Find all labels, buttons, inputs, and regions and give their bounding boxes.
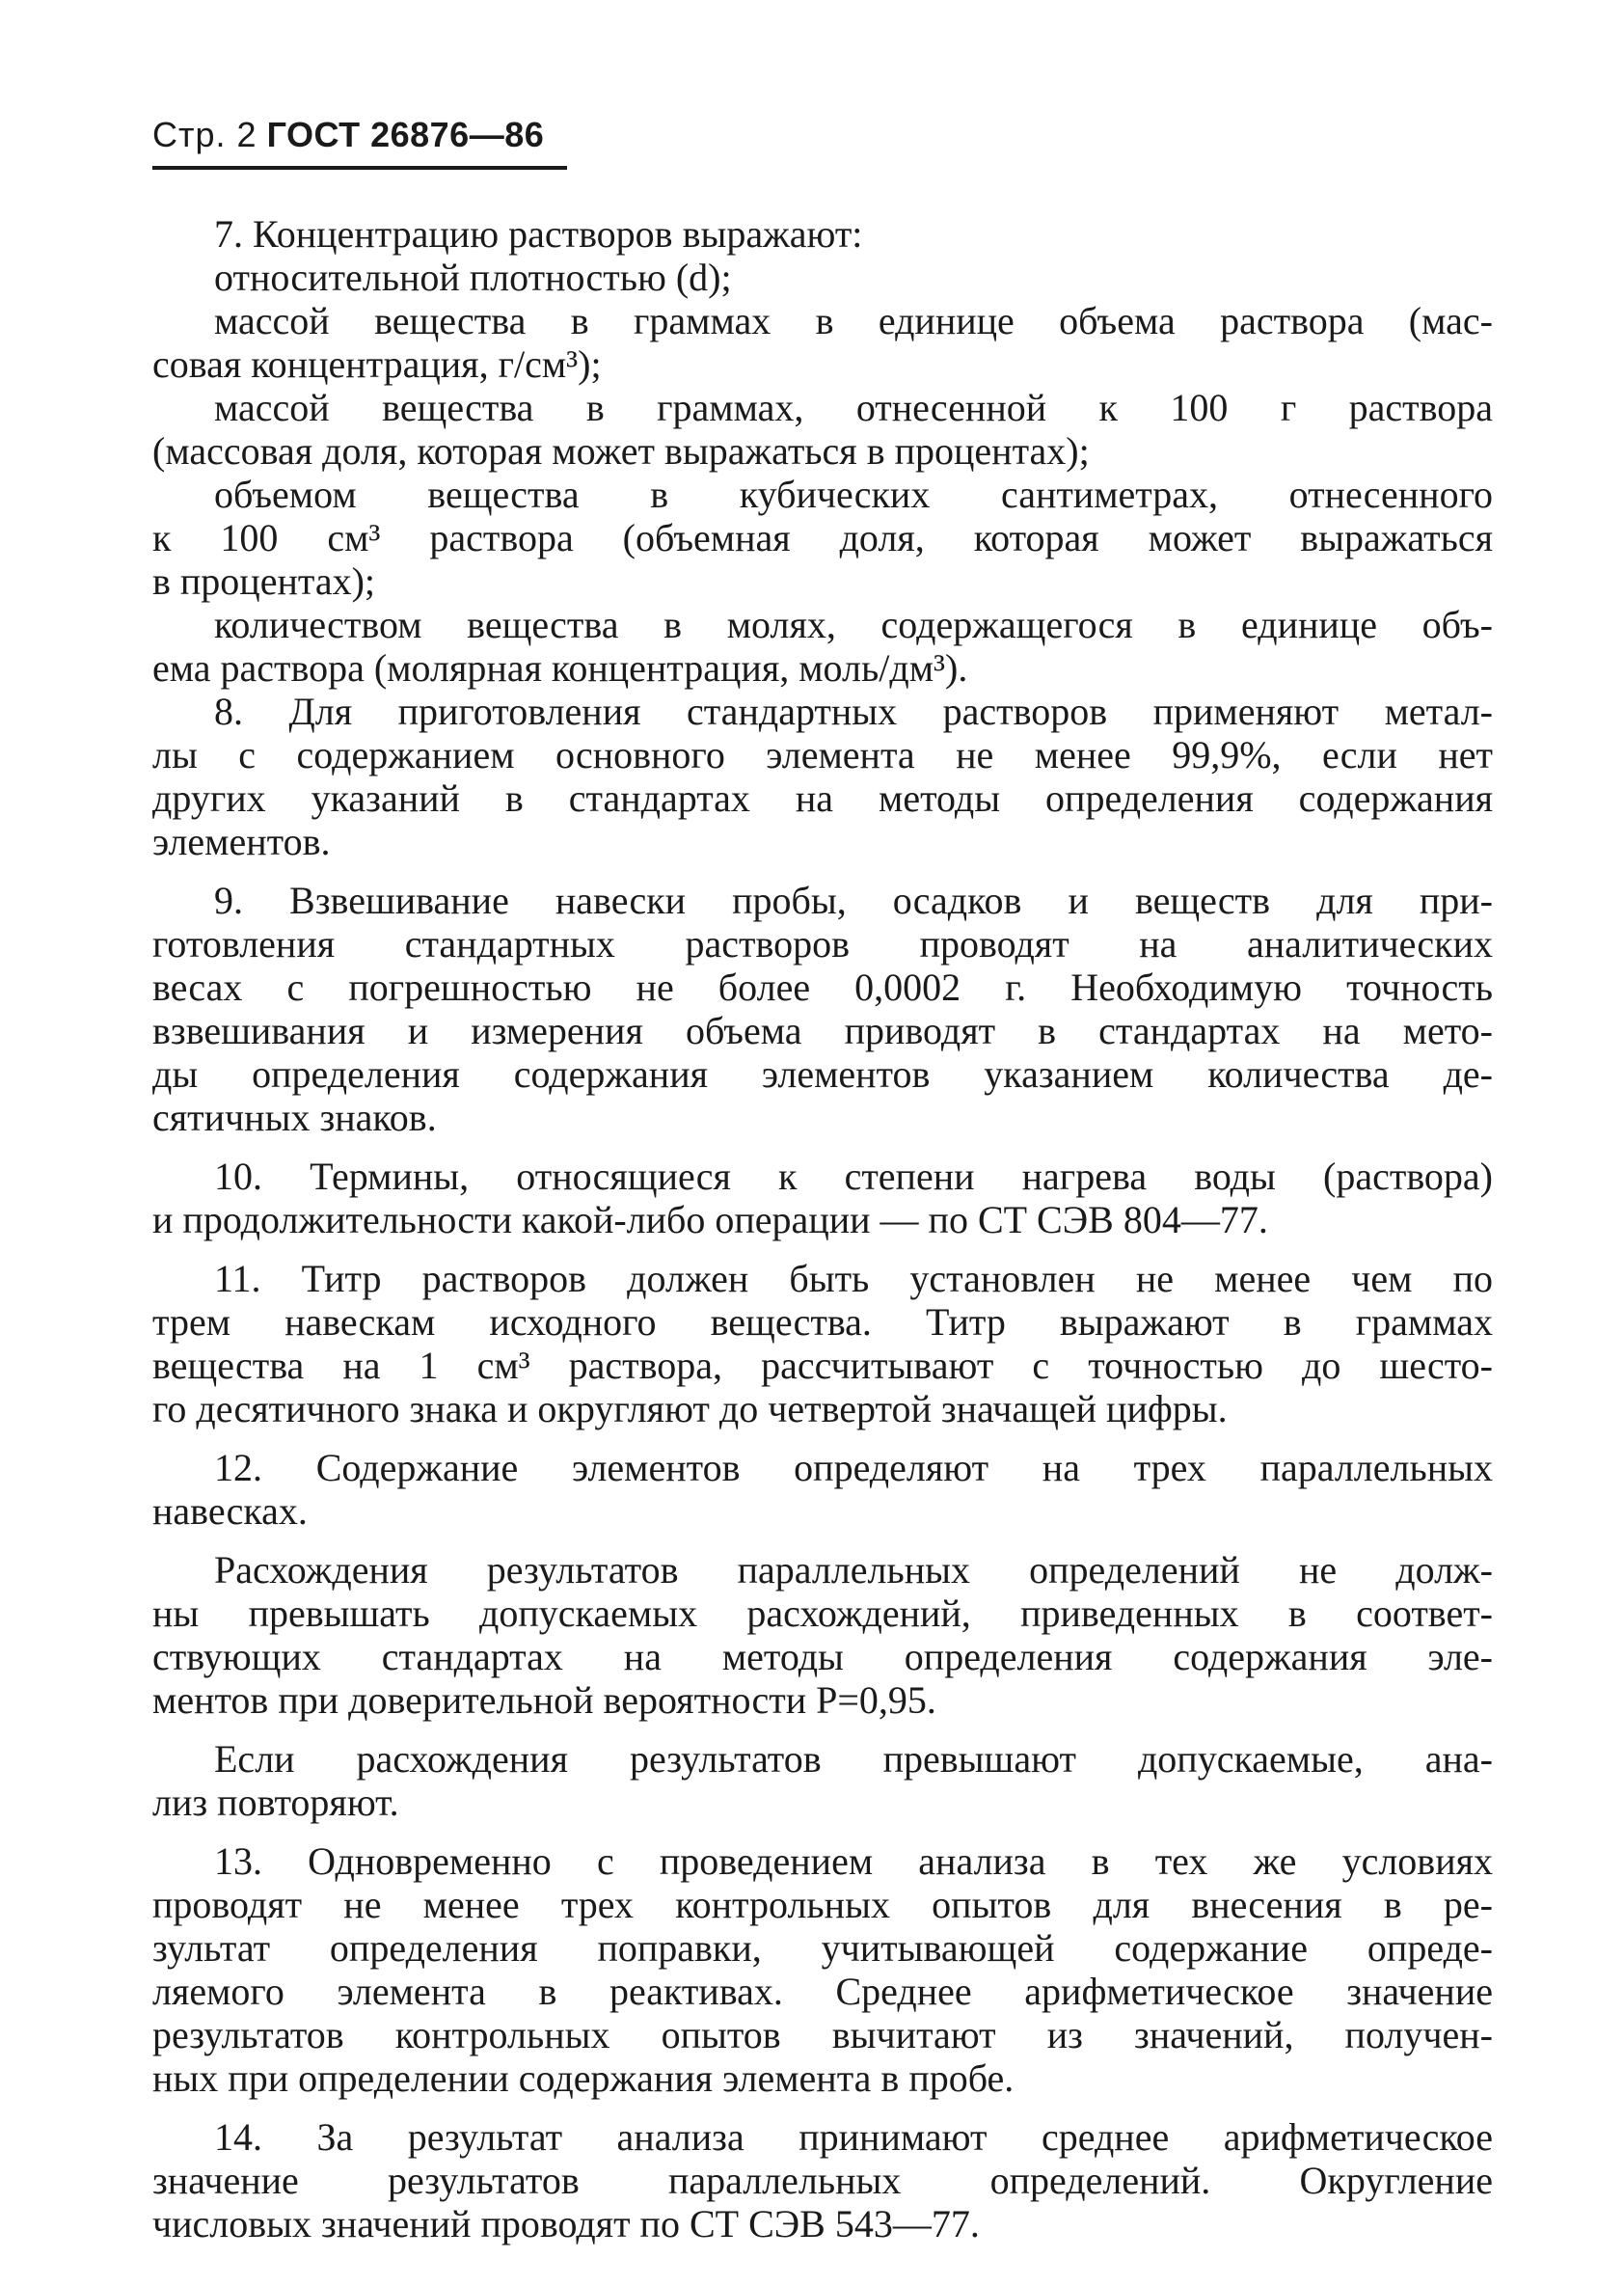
text-line: к 100 см³ раствора (объемная доля, которая может выражаться xyxy=(152,516,1493,559)
text-line: ных при определении содержания элемента в пробе. xyxy=(152,2056,1015,2100)
paragraph-7 xyxy=(152,212,1493,690)
text-line: 7. Концентрацию растворов выражают: xyxy=(214,212,863,256)
text-line: весах с погрешностью не более 0,0002 г. Необходимую точность xyxy=(152,966,1493,1009)
text-line: лы с содержанием основного элемента не менее 99,9%, если нет xyxy=(152,733,1493,776)
text-line: вещества на 1 см³ раствора, рассчитывают с точностью до шесто- xyxy=(152,1344,1493,1387)
text-line: ды определения содержания элементов указанием количества де- xyxy=(152,1052,1493,1096)
text-line: совая концентрация, г/см³); xyxy=(152,342,602,386)
text-line: 14. За результат анализа принимают среднее арифметическое xyxy=(214,2115,1493,2159)
text-line: 11. Титр растворов должен быть установлен не менее чем по xyxy=(214,1257,1493,1300)
header-rule xyxy=(152,166,567,170)
page-number-label: Стр. 2 xyxy=(152,115,257,154)
paragraph-11 xyxy=(152,1257,1493,1430)
paragraph-9 xyxy=(152,879,1493,1139)
paragraph-8 xyxy=(152,690,1493,863)
text-line: навесках. xyxy=(152,1489,308,1533)
paragraph-discrepancies xyxy=(152,1548,1493,1722)
text-line: зультат определения поправки, учитывающей содержание опреде- xyxy=(152,1926,1493,1970)
text-line: сятичных знаков. xyxy=(152,1096,437,1139)
text-line: Если расхождения результатов превышают допускаемые, ана- xyxy=(214,1737,1493,1781)
text-line: взвешивания и измерения объема приводят в стандартах на мето- xyxy=(152,1009,1493,1052)
text-line: лиз повторяют. xyxy=(152,1781,399,1824)
text-line: Расхождения результатов параллельных определений не долж- xyxy=(214,1548,1493,1592)
page-header xyxy=(152,114,567,172)
text-line: значение результатов параллельных определений. Округление xyxy=(152,2159,1493,2202)
text-line: результатов контрольных опытов вычитают из значений, получен- xyxy=(152,2013,1493,2056)
text-line: в процентах); xyxy=(152,559,376,603)
text-line: ментов при доверительной вероятности P=0,95. xyxy=(152,1678,936,1722)
text-line: готовления стандартных растворов проводят на аналитических xyxy=(152,922,1493,966)
text-line: 9. Взвешивание навески пробы, осадков и веществ для при- xyxy=(214,879,1493,922)
text-line: массой вещества в граммах, отнесенной к 100 г раствора xyxy=(214,386,1493,429)
text-line: элементов. xyxy=(152,820,331,863)
text-line: (массовая доля, которая может выражаться в процентах); xyxy=(152,429,1090,473)
text-line: количеством вещества в молях, содержащегося в единице объ- xyxy=(214,603,1493,646)
text-line: других указаний в стандартах на методы определения содержания xyxy=(152,776,1493,820)
text-line: массой вещества в граммах в единице объема раствора (мас- xyxy=(214,299,1493,342)
text-line: 8. Для приготовления стандартных растворов применяют метал- xyxy=(214,690,1493,733)
paragraph-repeat-analysis xyxy=(152,1737,1493,1824)
text-line: числовых значений проводят по СТ СЭВ 543—77. xyxy=(152,2202,980,2245)
text-line: трем навескам исходного вещества. Титр выражают в граммах xyxy=(152,1300,1493,1344)
text-line: объемом вещества в кубических сантиметрах, отнесенного xyxy=(214,473,1493,516)
text-line: проводят не менее трех контрольных опытов для внесения в ре- xyxy=(152,1883,1493,1926)
paragraph-10 xyxy=(152,1155,1493,1241)
text-line: и продолжительности какой-либо операции — по СТ СЭВ 804—77. xyxy=(152,1198,1268,1241)
text-line: ема раствора (молярная концентрация, моль/дм³). xyxy=(152,646,968,690)
text-line: относительной плотностью (d); xyxy=(214,256,732,299)
text-line: 10. Термины, относящиеся к степени нагрева воды (раствора) xyxy=(214,1155,1493,1198)
paragraph-13 xyxy=(152,1839,1493,2100)
text-line: ны превышать допускаемых расхождений, приведенных в соответ- xyxy=(152,1592,1493,1635)
paragraph-14 xyxy=(152,2115,1493,2245)
standard-designation: ГОСТ 26876—86 xyxy=(266,115,545,154)
text-line: го десятичного знака и округляют до четвертой значащей цифры. xyxy=(152,1387,1228,1430)
text-line: 12. Содержание элементов определяют на трех параллельных xyxy=(214,1446,1493,1489)
document-body xyxy=(152,212,1493,2245)
header-text xyxy=(152,114,567,156)
paragraph-12 xyxy=(152,1446,1493,1533)
text-line: ляемого элемента в реактивах. Среднее арифметическое значение xyxy=(152,1970,1493,2013)
text-line: 13. Одновременно с проведением анализа в тех же условиях xyxy=(214,1839,1493,1883)
text-line: ствующих стандартах на методы определения содержания эле- xyxy=(152,1635,1493,1678)
